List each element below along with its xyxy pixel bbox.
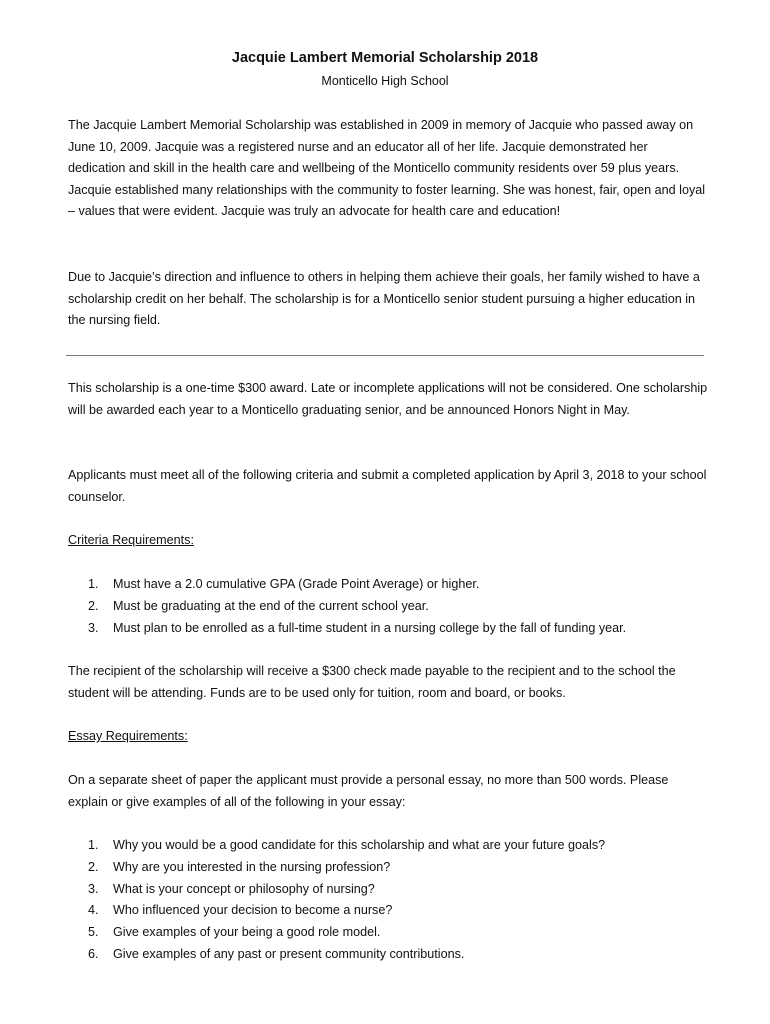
criteria-list — [88, 574, 718, 639]
list-item-text: Must plan to be enrolled as a full-time student in a nursing college by the fall of funding year. — [113, 620, 627, 635]
criteria-heading: Criteria Requirements: — [68, 533, 194, 547]
list-item-text: Must have a 2.0 cumulative GPA (Grade Point Average) or higher. — [113, 577, 480, 591]
award-paragraph: This scholarship is a one-time $300 award. Late or incomplete applications will not be considered. One scholarship will be awarded each year to a Monticello graduating senior, and be announced Honors Night in May. — [68, 381, 708, 417]
list-item — [88, 835, 718, 857]
list-item — [88, 574, 718, 596]
list-number: 1. — [88, 838, 99, 852]
list-item — [88, 922, 718, 944]
list-item-text: Must be graduating at the end of the current school year. — [113, 598, 429, 613]
list-number: 5. — [88, 925, 99, 940]
list-number: 3. — [88, 620, 99, 635]
list-item — [88, 618, 718, 640]
list-item — [88, 857, 718, 879]
list-number: 2. — [88, 859, 99, 874]
list-item — [88, 900, 718, 922]
essay-intro-paragraph: On a separate sheet of paper the applicant must provide a personal essay, no more than 500 words. Please explain or give examples of all of the following in your essay: — [68, 773, 669, 809]
list-number: 4. — [88, 903, 99, 918]
list-item — [88, 596, 718, 618]
list-item-text: Why are you interested in the nursing profession? — [113, 859, 391, 874]
essay-list — [88, 835, 718, 966]
list-item-text: Give examples of any past or present community contributions. — [113, 946, 465, 961]
list-item — [88, 944, 718, 966]
list-number: 3. — [88, 881, 99, 896]
list-item-text: Give examples of your being a good role model. — [113, 925, 381, 940]
list-number: 6. — [88, 946, 99, 961]
list-number: 1. — [88, 577, 99, 591]
document-title: Jacquie Lambert Memorial Scholarship 2018 — [231, 50, 539, 66]
list-item — [88, 879, 718, 901]
section-divider — [66, 355, 704, 356]
document-subtitle: Monticello High School — [321, 74, 449, 88]
list-item-text: Who influenced your decision to become a nurse? — [113, 903, 393, 918]
list-number: 2. — [88, 598, 99, 613]
intro-paragraph: The Jacquie Lambert Memorial Scholarship was established in 2009 in memory of Jacquie who passed away on June 10, 2009. Jacquie was a registered nurse and an educator all of her life. Jacquie demonstrated her dedication and skill in the health care and wellbeing of the Monticello community residents over 59 plus years. Jacquie established many relationships with the community to foster learning. She was honest, fair, open and loyal – values that were evident. Jacquie was truly an advocate for health care and education! — [68, 118, 706, 219]
essay-heading: Essay Requirements: — [68, 729, 188, 743]
list-item-text: Why you would be a good candidate for this scholarship and what are your future goals? — [113, 838, 606, 852]
deadline-paragraph: Applicants must meet all of the following criteria and submit a completed application by April 3, 2018 to your school counselor. — [68, 468, 707, 504]
payment-paragraph: The recipient of the scholarship will receive a $300 check made payable to the recipient and to the school the student will be attending. Funds are to be used only for tuition, room and board, or books. — [68, 664, 676, 700]
purpose-paragraph: Due to Jacquie’s direction and influence to others in helping them achieve their goals, her family wished to have a scholarship credit on her behalf. The scholarship is for a Monticello senior student pursuing a higher education in the nursing field. — [68, 270, 700, 328]
list-item-text: What is your concept or philosophy of nursing? — [113, 881, 375, 896]
